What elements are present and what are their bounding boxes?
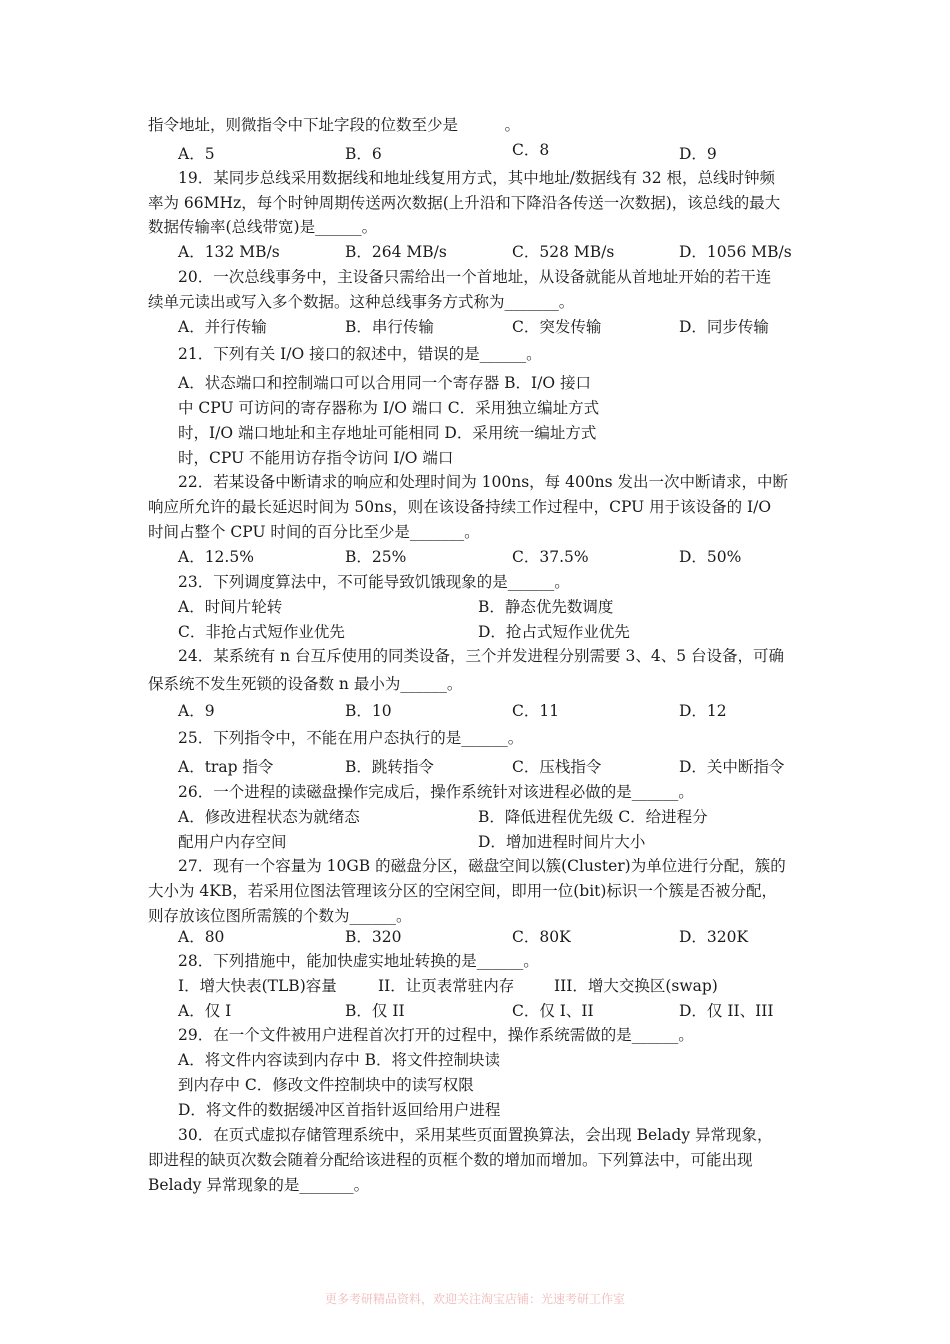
statement-i: I．增大快表(TLB)容量 [178, 977, 337, 995]
question-18-stem: 指令地址，则微指令中下址字段的位数至少是 。 [148, 116, 521, 134]
option-b: B．跳转指令 [345, 758, 434, 776]
question-21-options: A．状态端口和控制端口可以合用同一个寄存器 B．I/O 接口 [178, 374, 591, 392]
question-19-stem: 率为 66MHz，每个时钟周期传送两次数据(上升沿和下降沿各传送一次数据)，该总线的最大 [148, 194, 781, 212]
footer-watermark: 更多考研精品资料，欢迎关注淘宝店铺：光速考研工作室 [324, 1292, 625, 1306]
option-a: A．时间片轮转 [178, 598, 283, 616]
option-a: A．trap 指令 [178, 758, 274, 776]
option-a: A．80 [178, 928, 225, 946]
option-d: D．抢占式短作业优先 [478, 623, 630, 641]
option-a: A．132 MB/s [178, 243, 280, 261]
option-d: D．50% [679, 548, 742, 566]
option-a: A．5 [178, 145, 215, 163]
option-b: B．320 [345, 928, 402, 946]
question-30-stem: 即进程的缺页次数会随着分配给该进程的页框个数的增加而增加。下列算法中，可能出现 [148, 1151, 753, 1169]
question-27-stem: 大小为 4KB，若采用位图法管理该分区的空闲空间，即用一位(bit)标识一个簇是否被分配， [148, 882, 777, 900]
question-26-stem: 26．一个进程的读磁盘操作完成后，操作系统针对该进程必做的是______。 [178, 783, 694, 801]
option-c: C．8 [512, 141, 550, 159]
option-b: B．6 [345, 145, 382, 163]
option-d: D．12 [679, 702, 727, 720]
question-24-stem: 保系统不发生死锁的设备数 n 最小为______。 [148, 675, 463, 693]
option-d: D．320K [679, 928, 749, 946]
option-c: C．仅 I、II [512, 1002, 594, 1020]
option-b: B．10 [345, 702, 392, 720]
option-c: C．压栈指令 [512, 758, 602, 776]
question-20-stem: 20．一次总线事务中，主设备只需给出一个首地址，从设备就能从首地址开始的若干连 [178, 268, 772, 286]
option-c: C．非抢占式短作业优先 [178, 623, 345, 641]
option-b: B．25% [345, 548, 407, 566]
option-d: D．1056 MB/s [679, 243, 792, 261]
option-c: C．突发传输 [512, 318, 602, 336]
question-23-stem: 23．下列调度算法中，不可能导致饥饿现象的是______。 [178, 573, 570, 591]
option-d: D．关中断指令 [679, 758, 785, 776]
option-d: D．仅 II、III [679, 1002, 774, 1020]
question-30-stem: 30．在页式虚拟存储管理系统中，采用某些页面置换算法，会出现 Belady 异常现象， [178, 1126, 773, 1144]
question-19-stem: 数据传输率(总线带宽)是______。 [148, 218, 378, 236]
question-21-stem: 21．下列有关 I/O 接口的叙述中，错误的是______。 [178, 345, 542, 363]
option-d: D．增加进程时间片大小 [478, 833, 646, 851]
question-29-options: 到内存中 C．修改文件控制块中的读写权限 [178, 1076, 474, 1094]
question-22-stem: 22．若某设备中断请求的响应和处理时间为 100ns，每 400ns 发出一次中断请求，中断 [178, 473, 789, 491]
option-b: B．264 MB/s [345, 243, 447, 261]
option-c: C．80K [512, 928, 571, 946]
option-c-continued: 配用户内存空间 [178, 833, 287, 851]
statement-iii: III．增大交换区(swap) [554, 977, 718, 995]
option-d: D．同步传输 [679, 318, 769, 336]
question-27-stem: 27．现有一个容量为 10GB 的磁盘分区，磁盘空间以簇(Cluster)为单位进行分配，簇的 [178, 857, 786, 875]
option-a: A．仅 I [178, 1002, 232, 1020]
option-a: A．9 [178, 702, 215, 720]
question-24-stem: 24．某系统有 n 台互斥使用的同类设备，三个并发进程分别需要 3、4、5 台设备，可确 [178, 647, 785, 665]
option-b: B．串行传输 [345, 318, 434, 336]
question-25-stem: 25．下列指令中，不能在用户态执行的是______。 [178, 729, 524, 747]
option-d: D．9 [679, 145, 717, 163]
question-29-options: A．将文件内容读到内存中 B．将文件控制块读 [178, 1051, 501, 1069]
question-21-options: 中 CPU 可访问的寄存器称为 I/O 端口 C．采用独立编址方式 [178, 399, 600, 417]
option-c: C．528 MB/s [512, 243, 615, 261]
option-a: A．12.5% [178, 548, 254, 566]
question-29-stem: 29．在一个文件被用户进程首次打开的过程中，操作系统需做的是______。 [178, 1026, 694, 1044]
question-27-stem: 则存放该位图所需簇的个数为______。 [148, 907, 412, 925]
option-b: B．静态优先数调度 [478, 598, 614, 616]
question-21-options: 时，I/O 端口地址和主存地址可能相同 D．采用统一编址方式 [178, 424, 597, 442]
option-b: B．仅 II [345, 1002, 405, 1020]
question-22-stem: 响应所允许的最长延迟时间为 50ns，则在该设备持续工作过程中，CPU 用于该设备的 I/O [148, 498, 772, 516]
question-28-stem: 28．下列措施中，能加快虚实地址转换的是______。 [178, 952, 539, 970]
option-c: C．37.5% [512, 548, 589, 566]
option-a: A．并行传输 [178, 318, 267, 336]
question-20-stem: 续单元读出或写入多个数据。这种总线事务方式称为_______。 [148, 293, 575, 311]
question-22-stem: 时间占整个 CPU 时间的百分比至少是_______。 [148, 523, 480, 541]
question-21-options: 时，CPU 不能用访存指令访问 I/O 端口 [178, 449, 454, 467]
option-b: B．降低进程优先级 C．给进程分 [478, 808, 708, 826]
question-30-stem: Belady 异常现象的是_______。 [148, 1176, 370, 1194]
question-19-stem: 19．某同步总线采用数据线和地址线复用方式，其中地址/数据线有 32 根，总线时钟频 [178, 169, 776, 187]
option-c: C．11 [512, 702, 560, 720]
statement-ii: II．让页表常驻内存 [378, 977, 515, 995]
option-a: A．修改进程状态为就绪态 [178, 808, 360, 826]
question-29-options: D．将文件的数据缓冲区首指针返回给用户进程 [178, 1101, 501, 1119]
